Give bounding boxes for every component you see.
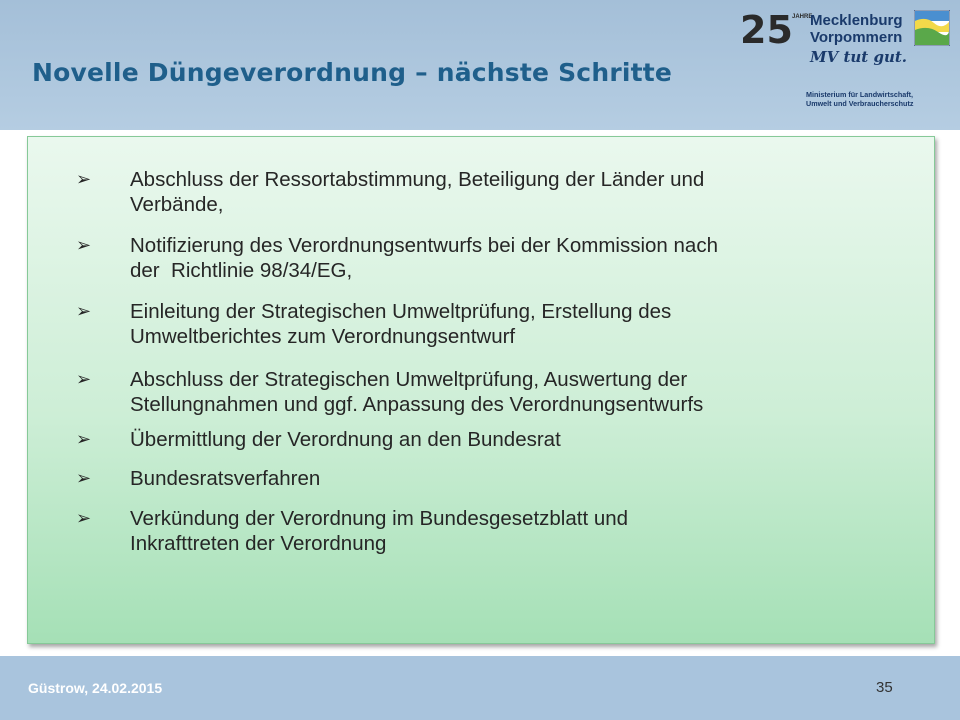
bullet-text-line2: Verbände, (130, 193, 224, 216)
bullet-text-line2: Inkrafttreten der Verordnung (130, 532, 387, 555)
ministry-name-line1: Ministerium für Landwirtschaft, (806, 90, 914, 99)
bullet-text-line1: Notifizierung des Verordnungsentwurfs bei der Kommission nach (130, 234, 718, 257)
footer-location-date: Güstrow, 24.02.2015 (28, 680, 163, 696)
slogan: MV tut gut. (810, 48, 907, 66)
bullet-text-line2: Stellungnahmen und ggf. Anpassung des Verordnungsentwurfs (130, 393, 704, 416)
state-name-line2: Vorpommern (810, 29, 903, 46)
slide-title: Novelle Düngeverordnung – nächste Schritte (32, 58, 673, 87)
arrow-bullet-icon: ➢ (76, 169, 92, 189)
list-item (28, 506, 934, 556)
state-name-line1: Mecklenburg (810, 12, 903, 29)
arrow-bullet-icon: ➢ (76, 235, 92, 255)
list-item (28, 233, 934, 283)
list-item (28, 299, 934, 349)
mv-flag-icon (914, 10, 950, 46)
slide-footer (0, 656, 960, 720)
bullet-text-line2: Umweltberichtes zum Verordnungsentwurf (130, 325, 516, 348)
list-item (28, 427, 934, 452)
list-item (28, 466, 934, 491)
arrow-bullet-icon: ➢ (76, 468, 92, 488)
ministry-logo (738, 6, 954, 116)
state-name (810, 12, 903, 46)
arrow-bullet-icon: ➢ (76, 508, 92, 528)
bullet-text-line1: Verkündung der Verordnung im Bundesgesetzblatt und (130, 507, 629, 530)
bullet-text-line1: Übermittlung der Verordnung an den Bundesrat (130, 428, 561, 451)
bullet-text-line1: Abschluss der Ressortabstimmung, Beteiligung der Länder und (130, 168, 705, 191)
bullet-text-line1: Bundesratsverfahren (130, 467, 321, 490)
anniversary-number: 25 (740, 8, 793, 52)
slide-header (0, 0, 960, 130)
list-item (28, 367, 934, 417)
bullet-text-line1: Einleitung der Strategischen Umweltprüfung, Erstellung des (130, 300, 672, 323)
bullet-list (28, 167, 934, 556)
arrow-bullet-icon: ➢ (76, 301, 92, 321)
bullet-text-line1: Abschluss der Strategischen Umweltprüfung, Auswertung der (130, 368, 688, 391)
page-number: 35 (876, 679, 893, 696)
arrow-bullet-icon: ➢ (76, 429, 92, 449)
list-item (28, 167, 934, 217)
ministry-name-line2: Umwelt und Verbraucherschutz (806, 99, 914, 108)
ministry-name (806, 90, 913, 108)
content-box (27, 136, 935, 644)
arrow-bullet-icon: ➢ (76, 369, 92, 389)
anniversary-word: JAHRE (792, 14, 813, 20)
bullet-text-line2: der Richtlinie 98/34/EG, (130, 259, 353, 282)
